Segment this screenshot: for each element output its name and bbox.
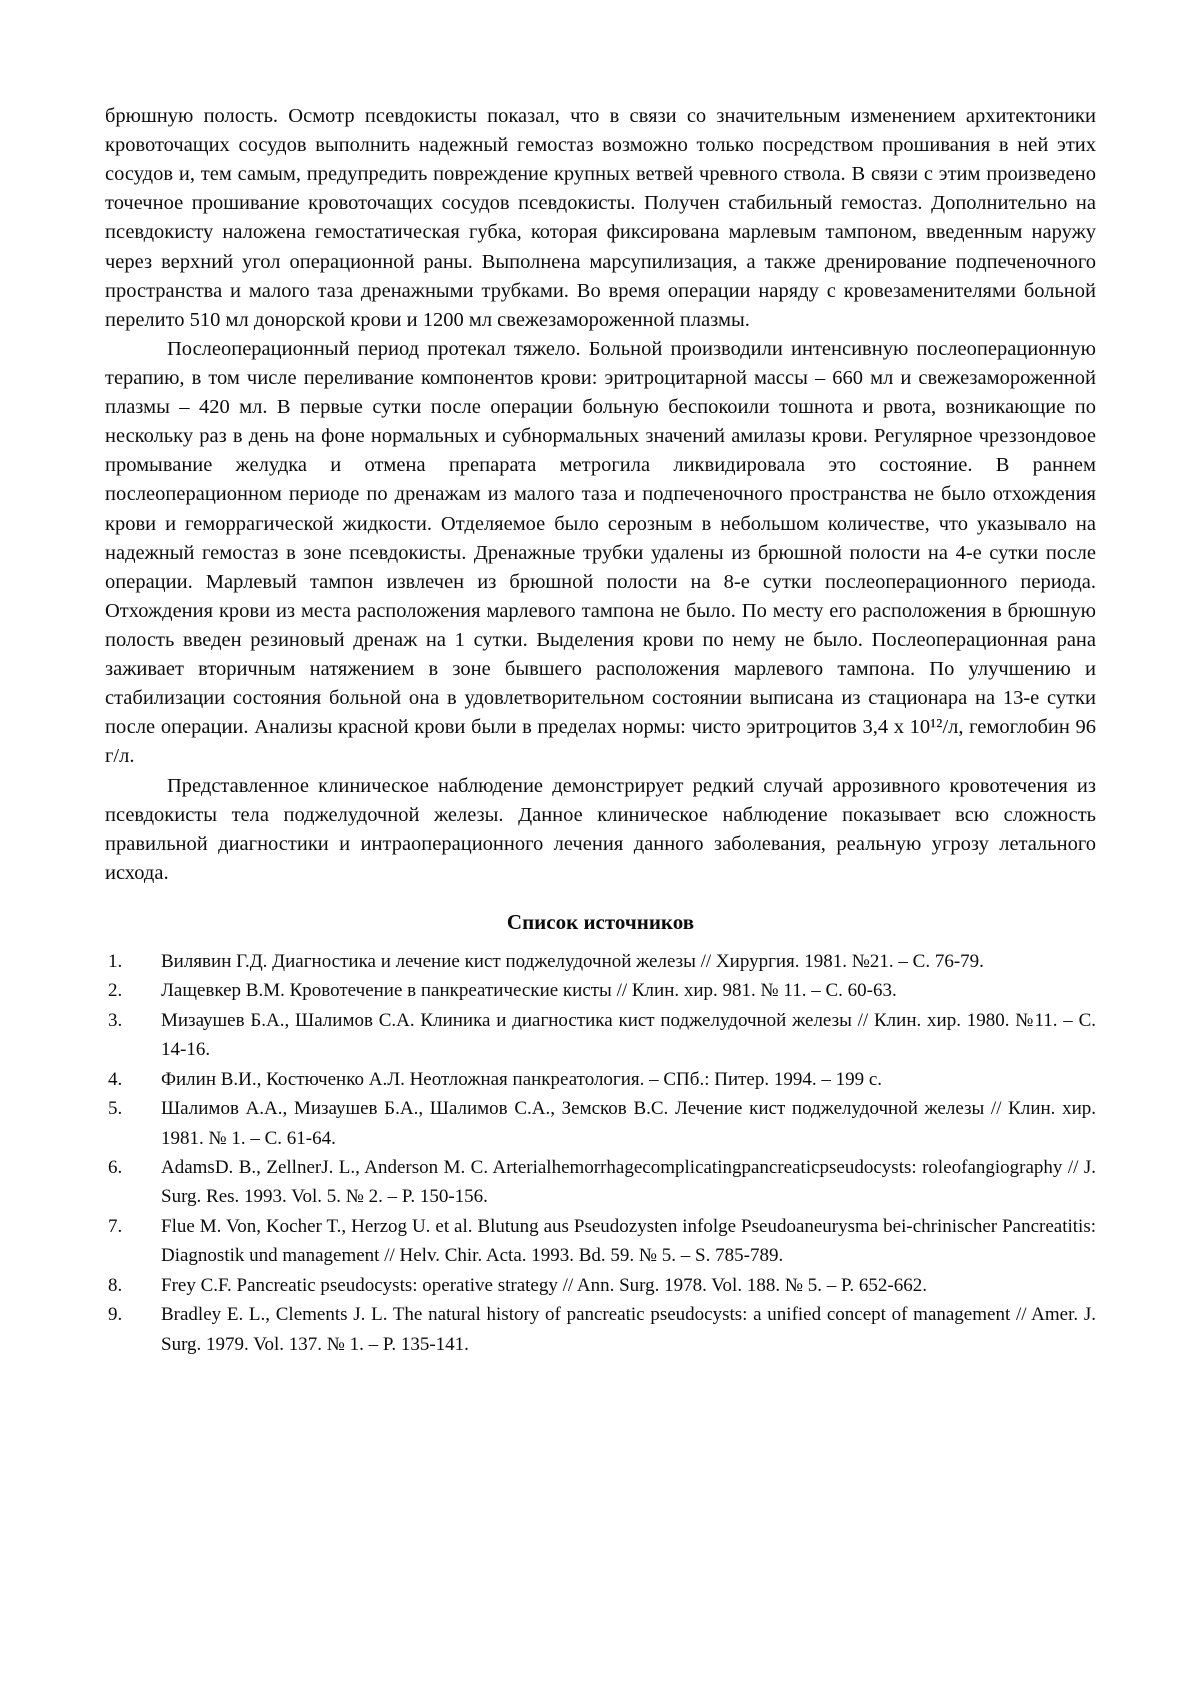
reference-text: Лащевкер В.М. Кровотечение в панкреатические кисты // Клин. хир. 981. № 11. – С. 60-63. bbox=[161, 980, 897, 1002]
reference-number: 4. bbox=[108, 1068, 123, 1090]
reference-number: 3. bbox=[108, 1009, 123, 1031]
reference-item-5 bbox=[105, 1094, 1096, 1153]
reference-number: 6. bbox=[108, 1157, 123, 1179]
reference-number: 5. bbox=[108, 1098, 123, 1120]
references-list bbox=[105, 947, 1096, 1359]
reference-text: AdamsD. B., ZellnerJ. L., Anderson M. C. Arterialhemorrhagecomplicatingpancreaticpseudocysts: roleofangiography // J. Surg. Res. 1993. Vol. 5. № 2. – P. 150-156. bbox=[161, 1157, 1096, 1208]
reference-text: Филин В.И., Костюченко А.Л. Неотложная панкреатология. – СПб.: Питер. 1994. – 199 с. bbox=[161, 1068, 883, 1090]
reference-number: 1. bbox=[108, 950, 123, 972]
reference-number: 9. bbox=[108, 1304, 123, 1326]
reference-number: 8. bbox=[108, 1274, 123, 1296]
reference-item-6 bbox=[105, 1153, 1096, 1212]
reference-text: Шалимов А.А., Мизаушев Б.А., Шалимов С.А., Земсков В.С. Лечение кист поджелудочной железы // Клин. хир. 1981. № 1. – С. 61-64. bbox=[161, 1098, 1096, 1149]
reference-item-3 bbox=[105, 1006, 1096, 1065]
reference-text: Bradley E. L., Clements J. L. The natural history of pancreatic pseudocysts: a unified concept of management // Amer. J. Surg. 1979. Vol. 137. № 1. – P. 135-141. bbox=[161, 1304, 1096, 1355]
paragraph-1: брюшную полость. Осмотр псевдокисты показал, что в связи со значительным изменением архитектоники кровоточащих сосудов выполнить надежный гемостаз возможно только посредством прошивания в ней этих сосудов и, тем самым, предупредить повреждение крупных ветвей чревного ствола. В связи с этим произведено точечное прошивание кровоточащих сосудов псевдокисты. Получен стабильный гемостаз. Дополнительно на псевдокисту наложена гемостатическая губка, которая фиксирована марлевым тампоном, введенным наружу через верхний угол операционной раны. Выполнена марсупилизация, а также дренирование подпеченочного пространства и малого таза дренажными трубками. Во время операции наряду с кровезаменителями больной перелито 510 мл донорской крови и 1200 мл свежезамороженной плазмы. bbox=[105, 105, 1096, 331]
reference-text: Flue M. Von, Kocher T., Herzog U. et al. Blutung aus Pseudozysten infolge Pseudoaneurysma bei-chrinischer Pancreatitis: Diagnostik und management // Helv. Chir. Acta. 1993. Bd. 59. № 5. – S. 785-789. bbox=[161, 1215, 1096, 1267]
reference-number: 2. bbox=[108, 980, 123, 1002]
reference-item-4 bbox=[105, 1065, 1096, 1094]
reference-item-9 bbox=[105, 1300, 1096, 1359]
reference-item-7 bbox=[105, 1212, 1096, 1271]
reference-item-2 bbox=[105, 976, 1096, 1005]
reference-item-8 bbox=[105, 1271, 1096, 1300]
paragraph-3: Представленное клиническое наблюдение демонстрирует редкий случай аррозивного кровотечения из псевдокисты тела поджелудочной железы. Данное клиническое наблюдение показывает всю сложность правильной диагностики и интраоперационного лечения данного заболевания, реальную угрозу летального исхода. bbox=[105, 774, 1096, 884]
reference-item-1 bbox=[105, 947, 1096, 976]
reference-text: Мизаушев Б.А., Шалимов С.А. Клиника и диагностика кист поджелудочной железы // Клин. хир. 1980. №11. – С. 14-16. bbox=[161, 1009, 1096, 1061]
reference-text: Frey C.F. Pancreatic pseudocysts: operative strategy // Ann. Surg. 1978. Vol. 188. № 5. – P. 652-662. bbox=[161, 1274, 928, 1296]
reference-number: 7. bbox=[108, 1215, 123, 1237]
paragraph-2: Послеоперационный период протекал тяжело. Больной производили интенсивную послеоперационную терапию, в том числе переливание компонентов крови: эритроцитарной массы – 660 мл и свежезамороженной плазмы – 420 мл. В первые сутки после операции больную беспокоили тошнота и рвота, возникающие по нескольку раз в день на фоне нормальных и субнормальных значений амилазы крови. Регулярное чреззондовое промывание желудка и отмена препарата метрогила ликвидировала это состояние. В раннем послеоперационном периоде по дренажам из малого таза и подпеченочного пространства не было отхождения крови и геморрагической жидкости. Отделяемое было серозным в небольшом количестве, что указывало на надежный гемостаз в зоне псевдокисты. Дренажные трубки удалены из брюшной полости на 4-е сутки после операции. Марлевый тампон извлечен из брюшной полости на 8-е сутки послеоперационного периода. Отхождения крови из места расположения марлевого тампона не было. По месту его расположения в брюшную полость введен резиновый дренаж на 1 сутки. Выделения крови по нему не было. Послеоперационная рана заживает вторичным натяжением в зоне бывшего расположения марлевого тампона. По улучшению и стабилизации состояния больной она в удовлетворительном состоянии выписана из стационара на 13-е сутки после операции. Анализы красной крови были в пределах нормы: чисто эритроцитов 3,4 х 10¹²/л, гемоглобин 96 г/л. bbox=[105, 337, 1096, 768]
reference-text: Вилявин Г.Д. Диагностика и лечение кист поджелудочной железы // Хирургия. 1981. №21. – С. 76-79. bbox=[161, 950, 984, 972]
references-heading: Список источников bbox=[506, 909, 695, 934]
